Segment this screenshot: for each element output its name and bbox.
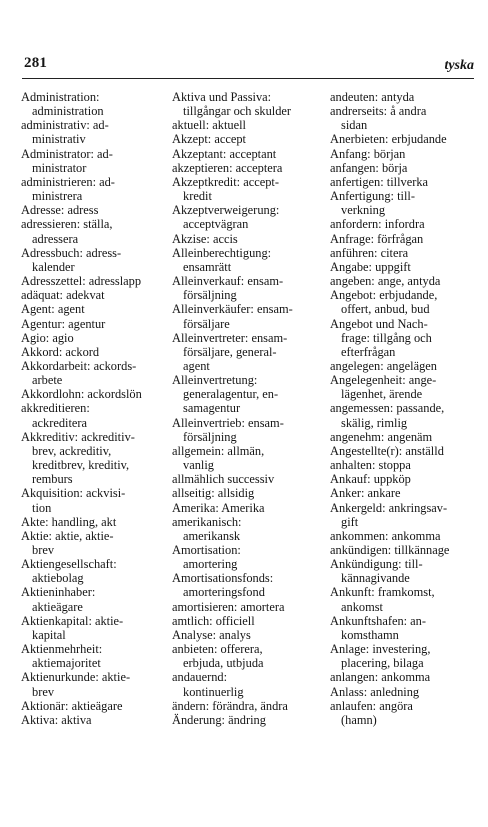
entry-headline: Aktienmehrheit:	[21, 642, 103, 657]
entry-continuation: tillgångar och skulder	[183, 104, 292, 119]
dictionary-entry	[172, 501, 332, 515]
entry-headline: amerikanisch:	[172, 514, 242, 529]
entry-headline: Anfang: början	[330, 146, 406, 161]
entry-headline: Änderung: ändring	[172, 712, 266, 727]
entry-headline: Akzeptkredit: accept-	[172, 174, 279, 189]
dictionary-entry	[330, 401, 482, 429]
entry-headline: Aktienurkunde: aktie-	[21, 670, 131, 685]
entry-headline: Akzise: accis	[172, 231, 238, 246]
entry-continuation: aktiebolag	[32, 571, 84, 586]
dictionary-entry	[172, 175, 332, 203]
entry-continuation: administration	[32, 104, 104, 119]
dictionary-entry	[330, 132, 482, 146]
dictionary-entry	[330, 232, 482, 246]
entry-continuation: amorteringsfond	[183, 585, 265, 600]
dictionary-entry	[330, 458, 482, 472]
dictionary-entry	[330, 430, 482, 444]
entry-headline: Angabe: uppgift	[330, 259, 411, 274]
dictionary-entry	[172, 132, 332, 146]
entry-headline: Aktionär: aktieägare	[21, 698, 123, 713]
entry-continuation: kontinuerlig	[183, 684, 244, 699]
entry-headline: andauernd:	[172, 670, 228, 685]
entry-headline: administrieren: ad-	[21, 174, 115, 189]
entry-headline: Akkordlohn: ackordslön	[21, 387, 142, 402]
entry-headline: akkreditieren:	[21, 401, 90, 416]
dictionary-entry	[172, 713, 332, 727]
entry-headline: Akquisition: ackvisi-	[21, 486, 126, 501]
entry-continuation: (hamn)	[341, 712, 377, 727]
entry-headline: allmählich successiv	[172, 472, 275, 487]
entry-headline: allseitig: allsidig	[172, 486, 255, 501]
entry-headline: Agent: agent	[21, 302, 85, 317]
entry-continuation: ensamrätt	[183, 259, 232, 274]
entry-headline: angenehm: angenäm	[330, 429, 433, 444]
entry-headline: Anker: ankare	[330, 486, 401, 501]
dictionary-entry	[172, 614, 332, 628]
dictionary-entry	[330, 90, 482, 104]
dictionary-entry	[172, 203, 332, 231]
entry-headline: angelegen: angelägen	[330, 358, 437, 373]
entry-headline: Alleinvertrieb: ensam-	[172, 415, 284, 430]
dictionary-entry	[21, 585, 171, 613]
dictionary-entry	[21, 175, 171, 203]
dictionary-entry	[172, 628, 332, 642]
entry-continuation: brev, ackreditiv,	[32, 443, 112, 458]
entry-headline: Analyse: analys	[172, 627, 251, 642]
entry-continuation: ackreditera	[32, 415, 88, 430]
entry-continuation: komsthamn	[341, 627, 399, 642]
entry-headline: Agio: agio	[21, 330, 74, 345]
dictionary-entry	[21, 430, 171, 487]
entry-headline: Aktiva: aktiva	[21, 712, 92, 727]
dictionary-entry	[172, 90, 332, 118]
dictionary-entry	[330, 246, 482, 260]
entry-headline: Angebot und Nach-	[330, 316, 428, 331]
entry-headline: amtlich: officiell	[172, 613, 255, 628]
dictionary-entry	[172, 416, 332, 444]
dictionary-entry	[172, 373, 332, 415]
entry-headline: Aktiengesellschaft:	[21, 557, 117, 572]
entry-headline: allgemein: allmän,	[172, 443, 265, 458]
dictionary-entry	[21, 288, 171, 302]
dictionary-entry	[330, 699, 482, 727]
entry-continuation: efterfrågan	[341, 344, 396, 359]
entry-headline: Akzeptverweigerung:	[172, 203, 280, 218]
entry-continuation: samagentur	[183, 401, 241, 416]
entry-headline: Adressbuch: adress-	[21, 245, 122, 260]
entry-headline: Anlage: investering,	[330, 642, 431, 657]
entry-headline: Aktieninhaber:	[21, 585, 96, 600]
dictionary-entry	[21, 642, 171, 670]
dictionary-entry	[172, 600, 332, 614]
entry-continuation: acceptvägran	[183, 217, 249, 232]
entry-continuation: sidan	[341, 118, 368, 133]
dictionary-entry	[172, 571, 332, 599]
entry-continuation: ankomst	[341, 599, 383, 614]
dictionary-entry	[330, 274, 482, 288]
dictionary-entry	[21, 147, 171, 175]
dictionary-entry	[21, 90, 171, 118]
entry-headline: anlangen: ankomma	[330, 670, 431, 685]
entry-continuation: skälig, rimlig	[341, 415, 408, 430]
entry-headline: ankündigen: tillkännage	[330, 543, 450, 557]
dictionary-entry	[330, 529, 482, 543]
dictionary-entry	[21, 713, 171, 727]
entry-continuation: agent	[183, 358, 210, 373]
dictionary-entry	[172, 515, 332, 543]
dictionary-entry	[21, 274, 171, 288]
dictionary-entry	[330, 147, 482, 161]
entry-headline: Ankündigung: till-	[330, 557, 423, 572]
entry-headline: angemessen: passande,	[330, 401, 445, 416]
entry-headline: anfertigen: tillverka	[330, 174, 429, 189]
dictionary-entry	[172, 699, 332, 713]
entry-continuation: ministrativ	[32, 132, 86, 147]
entry-headline: Angelegenheit: ange-	[330, 373, 437, 388]
entry-continuation: försäljare	[183, 316, 230, 331]
entry-headline: anlaufen: angöra	[330, 698, 413, 713]
dictionary-entry	[330, 189, 482, 217]
entry-headline: aktuell: aktuell	[172, 118, 246, 133]
entry-continuation: lägenhet, ärende	[341, 387, 423, 402]
entry-continuation: tion	[32, 500, 52, 515]
dictionary-entry	[21, 670, 171, 698]
dictionary-entry	[172, 444, 332, 472]
entry-headline: Akkordarbeit: ackords-	[21, 358, 137, 373]
entry-continuation: kreditbrev, kreditiv,	[32, 458, 130, 473]
dictionary-entry	[172, 147, 332, 161]
entry-headline: anfangen: börja	[330, 160, 408, 175]
dictionary-entry	[21, 331, 171, 345]
entry-headline: Angestellte(r): anställd	[330, 443, 444, 458]
entry-continuation: remburs	[32, 472, 73, 487]
dictionary-entry	[21, 557, 171, 585]
dictionary-entry	[21, 401, 171, 429]
entry-headline: Anlass: anledning	[330, 684, 420, 699]
entry-continuation: vanlig	[183, 458, 214, 473]
header-rule	[22, 78, 474, 79]
entry-headline: Akzept: accept	[172, 132, 246, 147]
entry-continuation: brev	[32, 684, 55, 699]
entry-headline: andeuten: antyda	[330, 90, 415, 104]
entry-headline: Akzeptant: acceptant	[172, 146, 277, 161]
dictionary-entry	[172, 670, 332, 698]
entry-headline: adressieren: ställa,	[21, 217, 113, 232]
entry-headline: Amortisationsfonds:	[172, 571, 274, 586]
dictionary-entry	[172, 486, 332, 500]
entry-headline: anbieten: offerera,	[172, 642, 263, 657]
dictionary-entry	[330, 288, 482, 316]
dictionary-entry	[330, 543, 482, 557]
entry-continuation: frage: tillgång och	[341, 330, 432, 345]
dictionary-entry	[330, 260, 482, 274]
entry-continuation: försäljning	[183, 429, 237, 444]
entry-continuation: amerikansk	[183, 528, 241, 543]
entry-continuation: offert, anbud, bud	[341, 302, 430, 317]
dictionary-entry	[172, 232, 332, 246]
entry-headline: Anfrage: förfrågan	[330, 231, 424, 246]
entry-continuation: försäljare, general-	[183, 344, 277, 359]
dictionary-entry	[330, 175, 482, 189]
dictionary-entry	[21, 486, 171, 514]
entry-headline: Amerika: Amerika	[172, 500, 265, 515]
entry-headline: Aktiva und Passiva:	[172, 90, 272, 104]
running-header-language: tyska	[444, 58, 474, 73]
entry-headline: Ankergeld: ankringsav-	[330, 500, 448, 515]
entry-headline: Akkord: ackord	[21, 344, 100, 359]
entry-headline: Agentur: agentur	[21, 316, 106, 331]
dictionary-entry	[21, 614, 171, 642]
dictionary-entry	[330, 373, 482, 401]
dictionary-entry	[330, 359, 482, 373]
entry-continuation: amortering	[183, 557, 238, 572]
entry-continuation: erbjuda, utbjuda	[183, 656, 264, 671]
entry-headline: Alleinverkäufer: ensam-	[172, 302, 293, 317]
entry-headline: Aktienkapital: aktie-	[21, 613, 124, 628]
entry-continuation: kännagivande	[341, 571, 410, 586]
entry-continuation: placering, bilaga	[341, 656, 424, 671]
dictionary-entry	[172, 161, 332, 175]
dictionary-entry	[330, 614, 482, 642]
dictionary-entry	[21, 203, 171, 217]
entry-headline: Ankunftshafen: an-	[330, 613, 426, 628]
dictionary-entry	[330, 161, 482, 175]
entry-continuation: kredit	[183, 189, 212, 204]
dictionary-entry	[21, 317, 171, 331]
dictionary-entry	[330, 642, 482, 670]
entry-headline: anfordern: infordra	[330, 217, 425, 232]
page-number: 281	[24, 55, 48, 71]
entry-headline: administrativ: ad-	[21, 118, 109, 133]
dictionary-entry	[330, 501, 482, 529]
dictionary-entry	[172, 274, 332, 302]
dictionary-entry	[330, 557, 482, 585]
dictionary-entry	[330, 670, 482, 684]
entry-continuation: ministrera	[32, 189, 83, 204]
entry-headline: Anerbieten: erbjudande	[330, 132, 447, 147]
dictionary-entry	[21, 699, 171, 713]
entry-headline: ändern: förändra, ändra	[172, 698, 288, 713]
dictionary-entry	[172, 118, 332, 132]
entry-continuation: brev	[32, 543, 55, 557]
entry-continuation: gift	[341, 514, 359, 529]
dictionary-entry	[172, 472, 332, 486]
dictionary-entry	[330, 217, 482, 231]
dictionary-entry	[330, 317, 482, 359]
entry-headline: akzeptieren: acceptera	[172, 160, 283, 175]
entry-headline: ankommen: ankomma	[330, 528, 441, 543]
dictionary-entry	[172, 302, 332, 330]
entry-continuation: försäljning	[183, 288, 237, 303]
entry-headline: Anfertigung: till-	[330, 189, 415, 204]
entry-continuation: arbete	[32, 373, 63, 388]
dictionary-entry	[21, 217, 171, 245]
entry-headline: anführen: citera	[330, 245, 409, 260]
entry-headline: amortisieren: amortera	[172, 599, 285, 614]
entry-headline: Amortisation:	[172, 543, 241, 557]
entry-continuation: adressera	[32, 231, 79, 246]
entry-headline: Ankauf: uppköp	[330, 472, 411, 487]
entry-headline: Akte: handling, akt	[21, 514, 117, 529]
dictionary-entry	[330, 685, 482, 699]
dictionary-entry	[330, 444, 482, 458]
dictionary-entry	[330, 104, 482, 132]
entry-headline: Alleinvertreter: ensam-	[172, 330, 288, 345]
dictionary-entry	[21, 529, 171, 557]
entry-continuation: kalender	[32, 259, 75, 274]
dictionary-entry	[21, 345, 171, 359]
entry-headline: Alleinverkauf: ensam-	[172, 274, 284, 289]
entry-headline: Administrator: ad-	[21, 146, 113, 161]
dictionary-entry	[21, 246, 171, 274]
entry-continuation: generalagentur, en-	[183, 387, 279, 402]
entry-headline: andrerseits: å andra	[330, 104, 427, 119]
dictionary-entry	[172, 331, 332, 373]
entry-headline: adäquat: adekvat	[21, 288, 105, 303]
entries-column-1	[21, 90, 171, 727]
entry-continuation: aktieägare	[32, 599, 83, 614]
dictionary-entry	[21, 387, 171, 401]
entry-headline: Adresse: adress	[21, 203, 99, 218]
entry-continuation: ministrator	[32, 160, 87, 175]
entry-continuation: verkning	[341, 203, 386, 218]
entry-headline: Administration:	[21, 90, 100, 104]
dictionary-entry	[172, 543, 332, 571]
entry-continuation: aktiemajoritet	[32, 656, 101, 671]
entry-headline: angeben: ange, antyda	[330, 274, 441, 289]
entries-column-2	[172, 90, 332, 727]
dictionary-entry	[21, 515, 171, 529]
entry-headline: Adresszettel: adresslapp	[21, 274, 142, 289]
entry-headline: Ankunft: framkomst,	[330, 585, 435, 600]
entry-headline: Aktie: aktie, aktie-	[21, 528, 114, 543]
entry-headline: anhalten: stoppa	[330, 458, 411, 473]
dictionary-entry	[21, 302, 171, 316]
entry-headline: Angebot: erbjudande,	[330, 288, 438, 303]
dictionary-entry	[330, 486, 482, 500]
dictionary-entry	[330, 472, 482, 486]
dictionary-entry	[172, 642, 332, 670]
entry-headline: Alleinberechtigung:	[172, 245, 272, 260]
dictionary-entry	[21, 359, 171, 387]
entry-headline: Alleinvertretung:	[172, 373, 258, 388]
dictionary-entry	[330, 585, 482, 613]
dictionary-entry	[21, 118, 171, 146]
entry-headline: Akkreditiv: ackreditiv-	[21, 429, 135, 444]
dictionary-entry	[172, 246, 332, 274]
entry-continuation: kapital	[32, 627, 66, 642]
entries-column-3	[330, 90, 482, 727]
